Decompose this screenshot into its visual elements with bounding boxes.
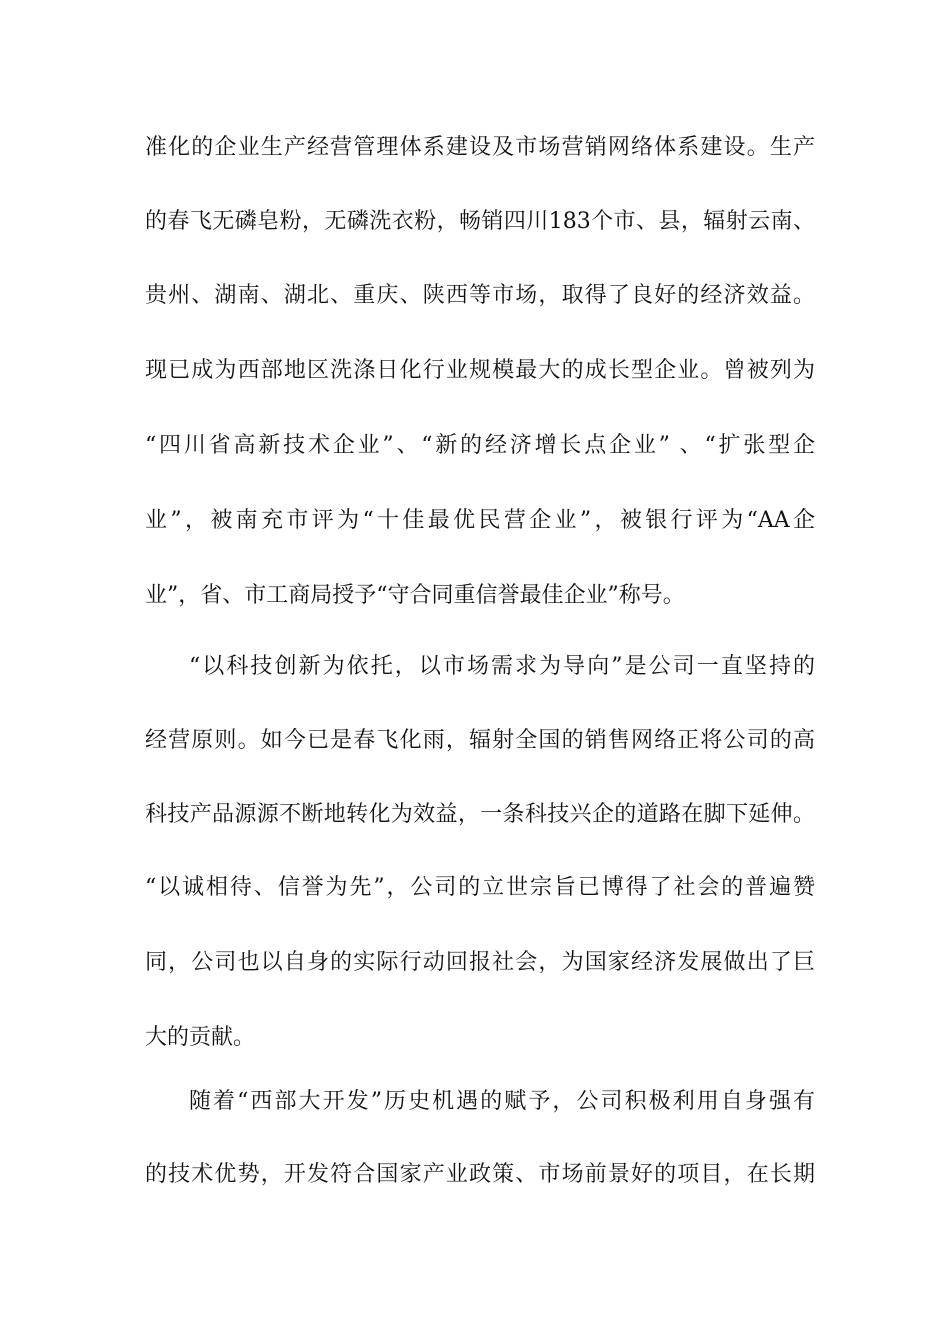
text-line: 经营原则。如今已是春飞化雨，辐射全国的销售网络正将公司的高 <box>145 728 815 753</box>
text-line: 业”，被南充市评为“十佳最优民营企业”，被银行评为“AA企 <box>145 508 815 533</box>
text-line: 同，公司也以自身的实际行动回报社会，为国家经济发展做出了巨 <box>145 950 815 975</box>
text-line: 现已成为西部地区洗涤日化行业规模最大的成长型企业。曾被列为 <box>145 358 815 383</box>
text-line: 大的贡献。 <box>145 1025 256 1050</box>
text-line: 科技产品源源不断地转化为效益，一条科技兴企的道路在脚下延伸。 <box>145 802 815 827</box>
text-line: 的技术优势，开发符合国家产业政策、市场前景好的项目，在长期 <box>145 1162 815 1187</box>
text-line: 的春飞无磷皂粉，无磷洗衣粉，畅销四川183个市、县，辐射云南、 <box>145 209 815 234</box>
text-line: 贵州、湖南、湖北、重庆、陕西等市场，取得了良好的经济效益。 <box>145 283 815 308</box>
text-line: “四川省高新技术企业”、“新的经济增长点企业” 、“扩张型企 <box>145 433 815 458</box>
text-line: 业”，省、市工商局授予“守合同重信誉最佳企业”称号。 <box>145 583 685 608</box>
text-line: “以诚相待、信誉为先”，公司的立世宗旨已博得了社会的普遍赞 <box>145 875 815 900</box>
paragraph-first-line: 随着“西部大开发”历史机遇的赋予，公司积极利用自身强有 <box>189 1089 815 1114</box>
text-line: 准化的企业生产经营管理体系建设及市场营销网络体系建设。生产 <box>145 135 815 160</box>
paragraph-first-line: “以科技创新为依托，以市场需求为导向”是公司一直坚持的 <box>189 654 815 679</box>
